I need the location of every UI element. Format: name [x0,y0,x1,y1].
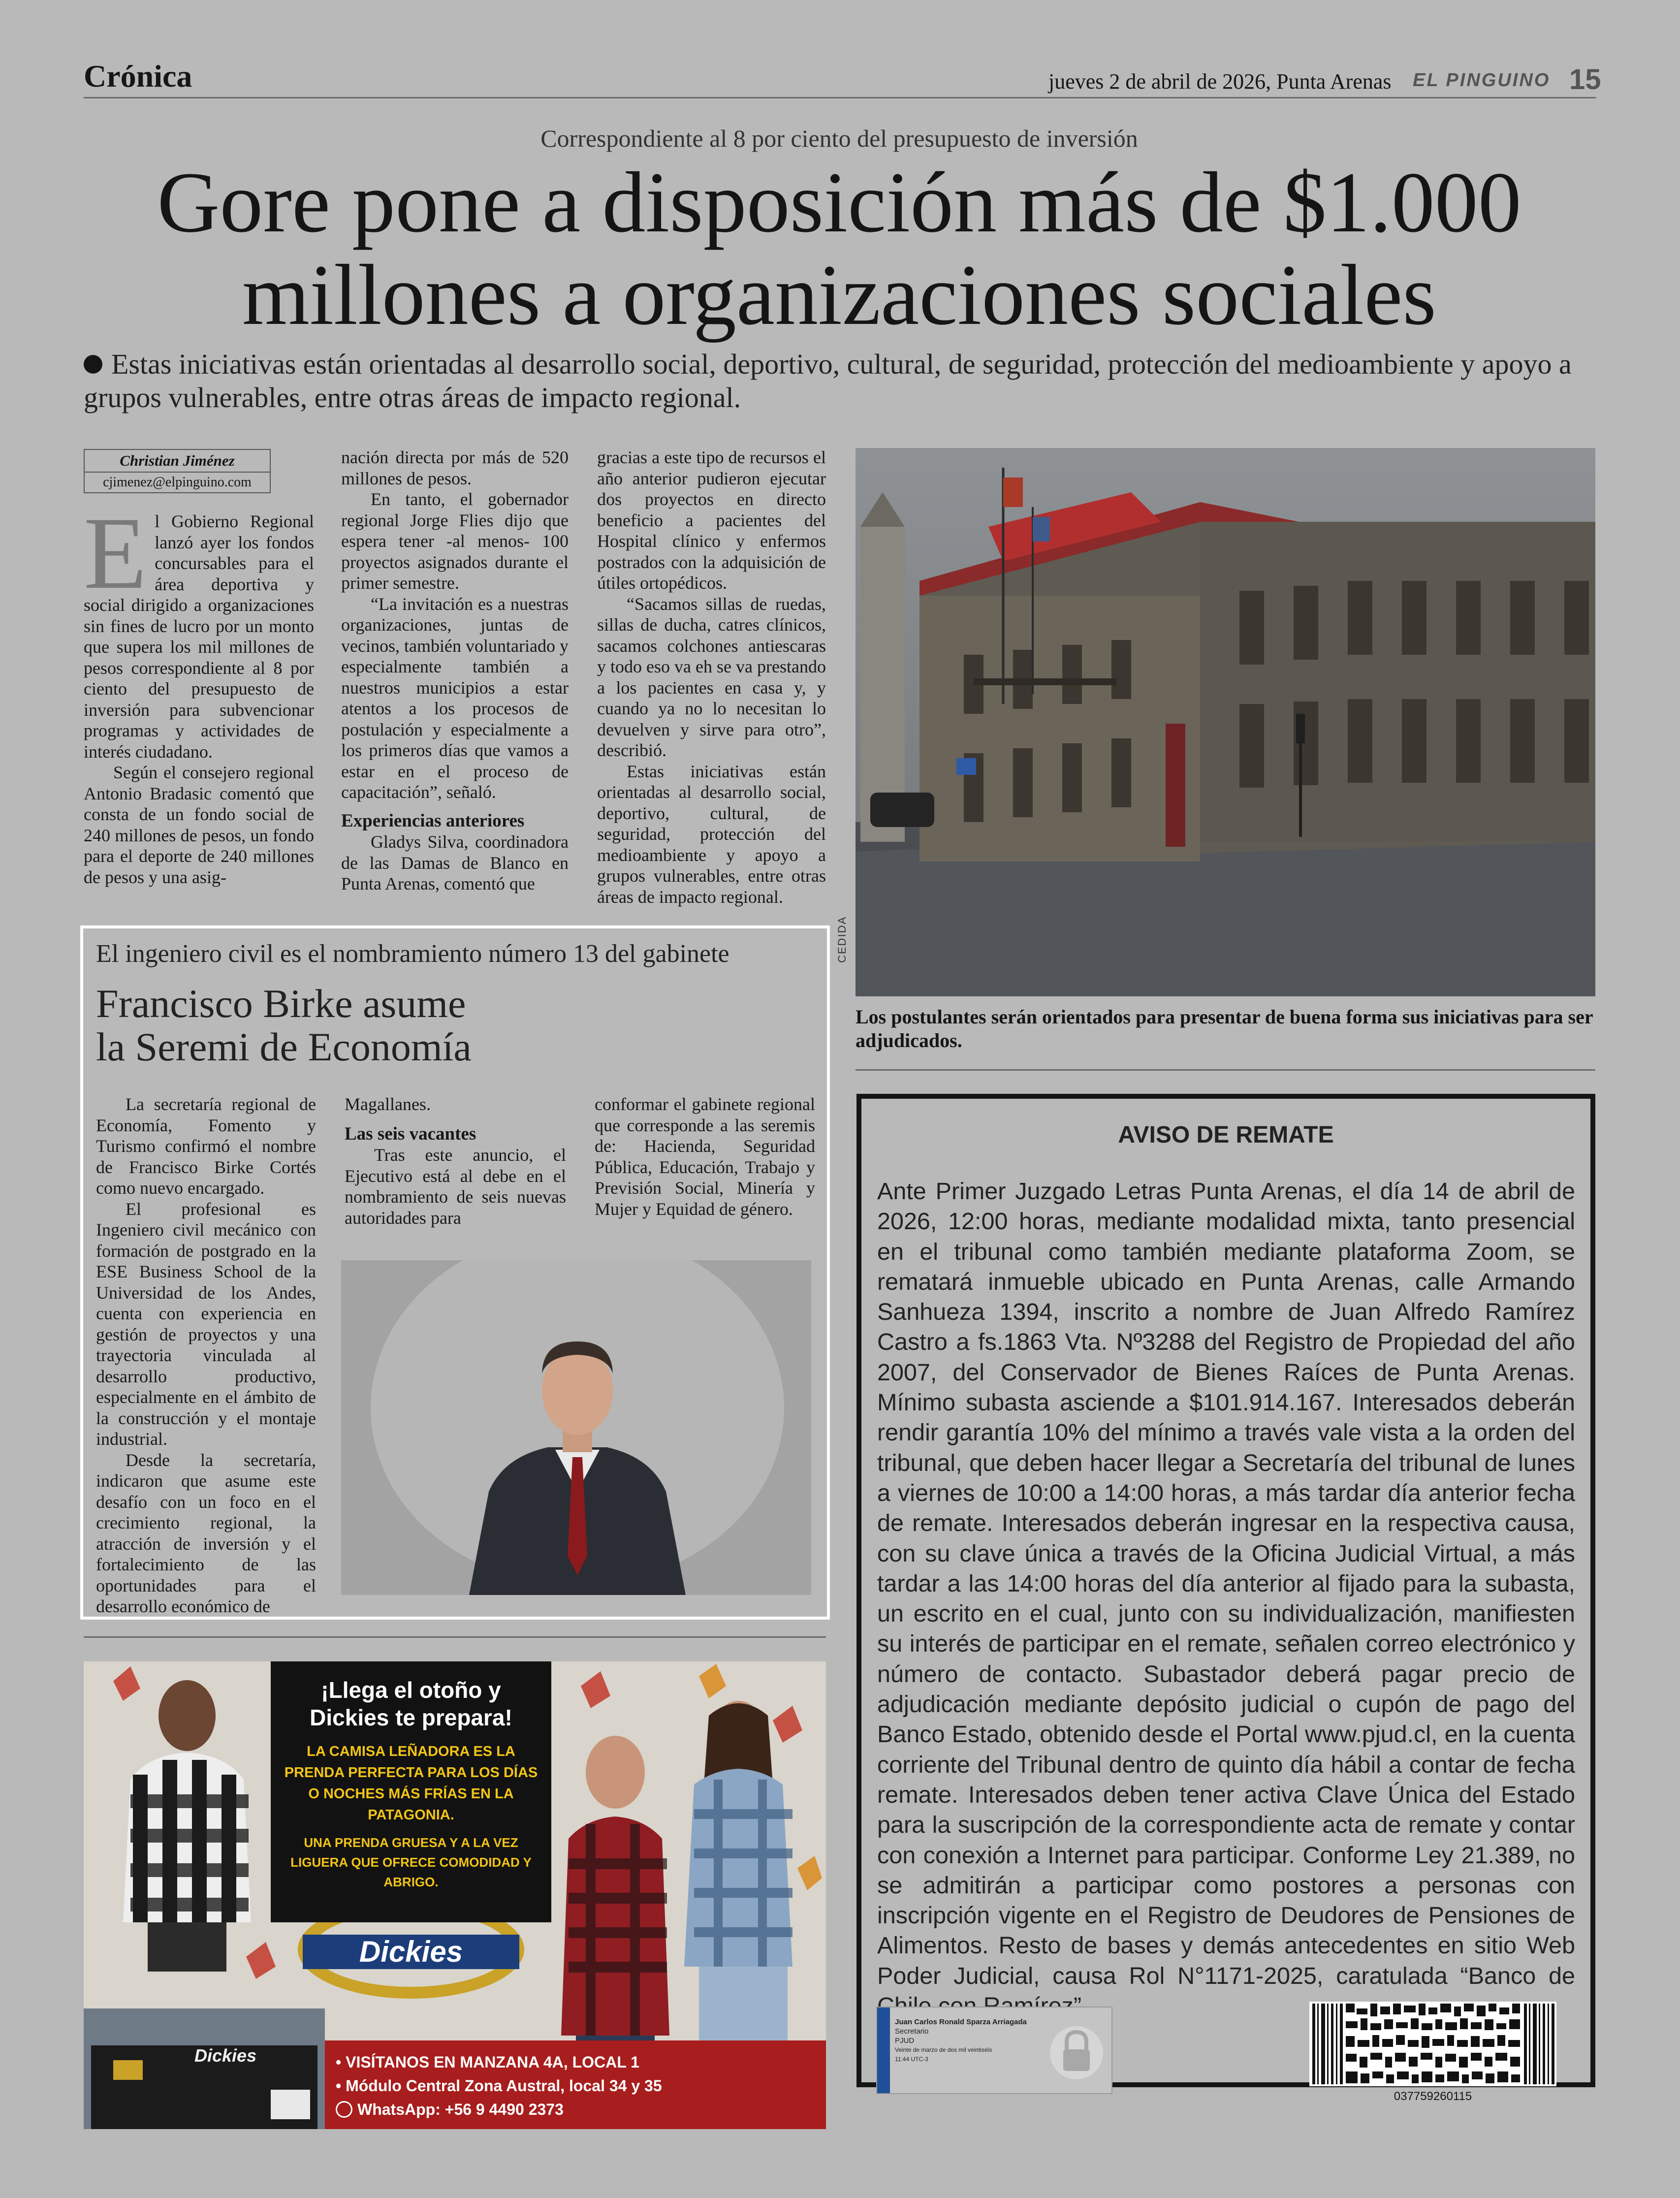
drop-cap: E [84,496,147,610]
header-rule [84,97,1596,98]
paragraph: Según el consejero regional Antonio Bradasic comentó que consta de un fondo social de 240 millones de pesos, un fondo para el deporte de 240 millones de pesos y una asig- [84,763,314,887]
story-kicker: Correspondiente al 8 por ciento del presupuesto de inversión [540,125,1138,152]
barcode-icon [1309,2002,1556,2086]
ad-address: • VISÍTANOS EN MANZANA 4A, LOCAL 1 [336,2053,639,2071]
subheading: Experiencias anteriores [341,810,525,831]
ad-copy: LA CAMISA LEÑADORA ES LA PRENDA PERFECTA PARA LOS DÍAS O NOCHES MÁS FRÍAS EN LA PATAGONIA. [284,1744,538,1823]
building-photo [856,448,1595,996]
ad-phone: WhatsApp: +56 9 4490 2373 [357,2101,564,2118]
paragraph: La secretaría regional de Economía, Fomento y Turismo confirmó el nombre de Francisco Birke Cortés como nuevo encargado. [96,1094,316,1198]
legal-notice-title: AVISO DE REMATE [1118,1122,1334,1148]
paragraph: Magallanes. [345,1094,431,1114]
ad-title [271,1661,551,1731]
caption-rule [856,1069,1595,1071]
story-deck-text: Estas iniciativas están orientadas al desarrollo social, deportivo, cultural, de seguridad, protección del medioambiente y apoyo a grupos vulnerables, entre otras áreas de impacto regional. [84,348,1572,414]
author-name: Christian Jiménez [85,450,270,473]
paragraph: En tanto, el gobernador regional Jorge Flies dijo que espera tener -al menos- 100 proyectos asignados durante el primer semestre. [341,489,569,593]
story-column-3 [597,447,826,907]
bullet-icon [84,355,102,374]
ad-phone-row[interactable] [336,2098,826,2121]
paragraph: conformar el gabinete regional que corresponde a las seremis de: Hacienda, Seguridad Pública, Educación, Trabajo y Previsión Social, Minería y Mujer y Equidad de género. [595,1094,815,1219]
paragraph: El Gobierno Regional lanzó ayer los fondos concursables para el área deportiva y social dirigido a organizaciones sin fines de lucro por un monto que supera los mil millones de pesos correspondiente al 8 por ciento del presupuesto de inversión para subvencionar programas y actividades de interés ciudadano. [84,496,314,762]
dickies-ad[interactable] [84,1661,826,2129]
page-number: 15 [1569,64,1601,96]
signer-date: Veinte de marzo de dos mil veintiséis [895,2046,992,2053]
byline-box [84,449,271,493]
headline-line: Francisco Birke asume [96,981,466,1026]
headline-line: la Seremi de Economía [96,1024,472,1069]
lock-icon [1049,2022,1104,2081]
second-column-2 [345,1094,566,1228]
dickies-logo: Dickies [359,1935,463,1968]
ad-title-line: ¡Llega el otoño y [321,1677,501,1703]
paragraph: El profesional es Ingeniero civil mecánico con formación de postgrado en la ESE Business School de la Universidad de los Andes, cuenta con experiencia en gestión de proyectos y una trayectoria vinculada al desarrollo productivo, especialmente en el ámbito de la construcción y el montaje industrial. [96,1199,316,1449]
second-column-1 [96,1094,316,1617]
story-headline: Gore pone a disposición más de $1.000 millones a organizaciones sociales [157,155,1522,343]
whatsapp-icon [336,2101,352,2118]
ad-copy: UNA PRENDA GRUESA Y A LA VEZ LIGUERA QUE OFRECE COMODIDAD Y ABRIGO. [290,1835,532,1889]
signer-name: Juan Carlos Ronald Sparza Arriagada [895,2018,1027,2026]
second-story-kicker: El ingeniero civil es el nombramiento número 13 del gabinete [96,940,729,968]
author-email[interactable]: cjimenez@elpinguino.com [103,475,252,490]
story-deck [84,348,1595,414]
subheading: Las seis vacantes [345,1123,476,1144]
store-sign: Dickies [194,2045,257,2066]
photo-caption: Los postulantes serán orientados para presentar de buena forma sus iniciativas para ser adjudicados. [856,1006,1593,1051]
paragraph: gracias a este tipo de recursos el año anterior pudieron ejecutar dos proyectos en directo beneficio a pacientes del Hospital clínico y enfermos postrados con la adquisición de útiles ortopédicos. [597,447,826,593]
paragraph: Tras este anuncio, el Ejecutivo está al debe en el nombramiento de seis nuevas autoridades para [345,1145,566,1228]
signature-text [895,2017,1027,2064]
legal-notice-body: Ante Primer Juzgado Letras Punta Arenas, el día 14 de abril de 2026, 12:00 horas, mediante modalidad mixta, tanto presencial en el tribunal como también mediante plataforma Zoom, se rematará inmueble ubicado en Punta Arenas, calle Armando Sanhueza 1394, inscrito a nombre de Juan Alfredo Ramírez Castro a fs.1863 Vta. Nº3288 del Registro de Propiedad del año 2007, del Conservador de Bienes Raíces de Punta Arenas. Mínimo subasta asciende a $101.914.167. Interesados deberán rendir garantía 10% del mínimo a través vale vista a la orden del tribunal, que deben hacer llegar a Secretaría del tribunal de lunes a viernes de 10:00 a 14:00 horas, a más tardar día anterior fecha de remate. Interesados deberán ingresar en la respectiva causa, con su clave única a través de la Oficina Judicial Virtual, a más tardar a las 14:00 horas del día anterior al fijado para la subasta, un escrito en el cual, junto con su individualización, manifiesten su interés de participar en el remate, señalen correo electrónico y número de contacto. Subastador deberá pagar precio de adjudicación mediante depósito judicial o cupón de pago del Banco Estado, obtenido desde el Portal www.pjud.cl, en la cuenta corriente del Tribunal dentro de quinto día hábil a contar de fecha remate. Interesados deben tener activa Clave Única del Estado para la suscripción de la correspondiente acta de remate y contar con conexión a Internet para participar. Conforme Ley 21.389, no se admitirán a participar como postores a personas con inscripción vigente en el Registro de Deudores de Pensiones de Alimentos. Resto de bases y demás antecedentes en sitio Web Poder Judicial, causa Rol N°1171-2025, caratulada “Banco de [877,1178,1575,1989]
barcode-number: 037759260115 [1394,2090,1472,2103]
ad-contact-bar [325,2040,826,2129]
second-story-headline [96,982,472,1069]
ad-rule [84,1636,826,1638]
signer-time: 11:44 UTC-3 [895,2056,928,2063]
newspaper-logo: EL PINGUINO [1413,70,1551,91]
paragraph: Gladys Silva, coordinadora de las Damas de Blanco en Punta Arenas, comentó que [341,832,569,893]
second-column-3 [595,1094,815,1219]
signer-org: PJUD [895,2037,915,2045]
portrait-illustration [341,1260,811,1595]
paragraph: Desde la secretaría, indicaron que asume este desafío con un foco en el crecimiento regional, la atracción de inversión y el fortalecimiento de las oportunidades para el desarrollo económico de [96,1450,316,1616]
issue-date: jueves 2 de abril de 2026, Punta Arenas [1048,69,1392,94]
story-column-2 [341,447,569,894]
barcode-block [1309,2002,1556,2103]
photo-credit: CEDIDA [836,916,848,963]
ad-text-panel [271,1661,551,1922]
section-label: Crónica [84,59,192,94]
portrait-photo [341,1260,811,1595]
paragraph: “La invitación es a nuestras organizaciones, juntas de vecinos, también voluntariado y especialmente también a nuestros municipios a estar atentos a los procesos de postulación y especialmente a los primeros días que vamos a estar en el proceso de capacitación”, señaló. [341,594,569,802]
signer-role: Secretario [895,2027,929,2036]
ad-address: • Módulo Central Zona Austral, local 34 y 35 [336,2077,662,2095]
paragraph: “Sacamos sillas de ruedas, sillas de ducha, catres clínicos, sacamos colchones antiescaras y todo eso va eh se va prestando a los pacientes en casa y, y cuando ya no lo necesitan lo devuelven y sirve para otro”, describió. [597,594,826,760]
digital-signature [876,2007,1112,2094]
signature-stripe [877,2007,890,2093]
paragraph: Estas iniciativas están orientadas al desarrollo social, deportivo, cultural, de seguridad, protección del medioambiente y apoyo a grupos vulnerables, entre otras áreas de impacto regional. [597,761,826,907]
ad-title-line: Dickies te prepara! [310,1705,512,1730]
building-illustration [856,448,1595,996]
paragraph: nación directa por más de 520 millones de pesos. [341,447,569,488]
story-column-1 [84,496,314,888]
